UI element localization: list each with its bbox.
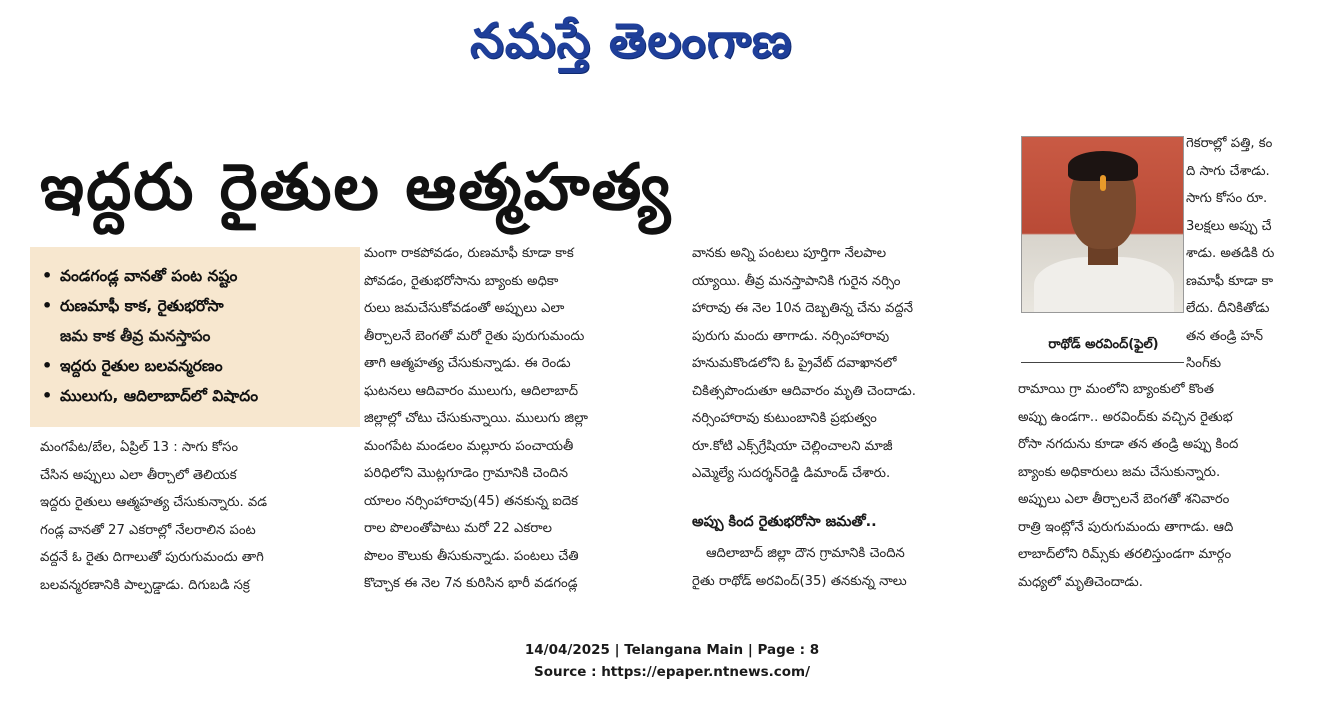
text-line: మధ్యలో మృతిచెందాడు. [1018, 574, 1143, 590]
highlight-text: రుణమాఫీ కాక, రైతుభరోసా [60, 297, 224, 315]
highlight-item [42, 351, 350, 381]
text-line: చికిత్సపొందుతూ ఆదివారం మృతి చెందాడు. [692, 383, 916, 399]
highlight-text: వండగండ్ల వానతో పంట నష్టం [60, 267, 238, 285]
text-line: రూ.కోటి ఎక్స్‌గ్రేషియా చెల్లించాలని మాజీ [692, 438, 893, 454]
text-line: గెకరాల్లో పత్తి, కం [1186, 136, 1273, 151]
text-line: ఆదిలాబాద్ జిల్లా దౌన గ్రామానికి చెందిన [706, 546, 905, 561]
highlight-text: ఇద్దరు రైతుల బలవన్మరణం [60, 357, 223, 375]
text-line: అప్పులు ఎలా తీర్చాలనే బెంగతో శనివారం [1018, 492, 1230, 507]
photo-caption: రాథోడ్ అరవింద్(ఫైల్) [1048, 337, 1159, 352]
highlight-item [42, 381, 350, 411]
highlight-text: ములుగు, ఆదిలాబాద్‌లో విషాదం [60, 387, 259, 405]
farmer-photo [1021, 136, 1184, 313]
highlight-text-continued: జమ కాక తీవ్ర మనస్తాపం [60, 327, 211, 345]
text-line: హారావు ఈ నెల 10న దెబ్బతిన్న చేను వద్దనే [692, 301, 914, 316]
text-line: మంగా రాకపోవడం, రుణమాఫీ కూడా కాక [364, 246, 574, 261]
headline: ఇద్దరు రైతుల ఆత్మహత్య [40, 151, 673, 225]
article-column-4-bottom [1018, 376, 1328, 596]
text-line: రామాయి గ్రా మంలోని బ్యాంకులో కొంత [1018, 382, 1214, 397]
masthead-logo: నమస్తే తెలంగాణ [470, 13, 793, 69]
text-line: య్యాయి. తీవ్ర మనస్తాపానికి గురైన నర్సిం [692, 273, 901, 289]
text-line: పరిధిలోని మొట్లగూడెం గ్రామానికి చెందిన [364, 466, 568, 481]
text-line: శాడు. అతడికి రు [1186, 246, 1275, 261]
text-line: జిల్లాల్లో చోటు చేసుకున్నాయి. ములుగు జిల్లా [364, 411, 588, 426]
text-line: ది సాగు చేశాడు. [1186, 163, 1270, 179]
text-line: రాల పొలంతోపాటు మరో 22 ఎకరాల [364, 521, 552, 536]
text-line: రులు జమచేసుకోవడంతో అప్పులు ఎలా [364, 301, 565, 316]
text-line: తీర్చాలనే బెంగతో మరో రైతు పురుగుమందు [364, 328, 585, 344]
text-line: లేదు. దీనికితోడు [1186, 301, 1270, 316]
text-line: హనుమకొండలోని ఓ ప్రైవేట్ దవాఖానలో [692, 356, 897, 371]
text-line: ఘటనలు ఆదివారం ములుగు, ఆదిలాబాద్ [364, 383, 578, 399]
text-line: లాబాద్‌లోని రిమ్స్‌కు తరలిస్తుండగా మార్గం [1018, 547, 1232, 562]
text-line: అప్పు ఉండగా.. అరవింద్‌కు వచ్చిన రైతుభ [1018, 409, 1233, 425]
text-line: బలవన్మరణానికి పాల్పడ్డాడు. దిగుబడి సక్ర [40, 577, 250, 593]
text-line: మంగపేట మండలం మల్లూరు పంచాయతీ [364, 438, 574, 454]
article-column-3 [692, 240, 994, 488]
text-line: సింగ్‌కు [1186, 356, 1222, 371]
text-line: నర్సింహారావు కుటుంబానికి ప్రభుత్వం [692, 411, 877, 426]
footer-edition-info: 14/04/2025 | Telangana Main | Page : 8 [524, 642, 820, 658]
text-line: గండ్ల వానతో 27 ఎకరాల్లో నేలరాలిన పంట [40, 522, 256, 538]
text-line: పొలం కౌలుకు తీసుకున్నాడు. పంటలు చేతి [364, 548, 579, 564]
text-line: పురుగు మందు తాగాడు. నర్సింహారావు [692, 328, 890, 344]
text-line: ఇద్దరు రైతులు ఆత్మహత్య చేసుకున్నారు. వడ [40, 495, 268, 510]
text-line: బ్యాంకు అధికారులు జమ చేసుకున్నారు. [1018, 464, 1221, 480]
article-subheading: అప్పు కింద రైతుభరోసా జమతో.. [692, 514, 877, 530]
article-column-1 [40, 434, 362, 599]
bullet-icon: • [42, 386, 53, 405]
highlights-box [30, 247, 360, 427]
text-line: చేసిన అప్పులు ఎలా తీర్చాలో తెలియక [40, 467, 237, 483]
text-line: రోసా నగదును కూడా తన తండ్రి అప్పు కింద [1018, 437, 1239, 452]
highlight-item [42, 261, 350, 291]
text-line: తాగి ఆత్మహత్య చేసుకున్నాడు. ఈ రెండు [364, 356, 571, 371]
text-line: ఎమ్మెల్యే సుదర్శన్‌రెడ్డి డిమాండ్ చేశారు. [692, 466, 891, 481]
article-column-2 [364, 240, 666, 598]
text-line: మంగపేట/బేల, ఏప్రిల్ 13 : సాగు కోసం [40, 440, 239, 455]
text-line: వద్దనే ఓ రైతు దిగాలుతో పురుగుమందు తాగి [40, 550, 264, 565]
text-line: వానకు అన్ని పంటలు పూర్తిగా నేలపాల [692, 246, 887, 261]
highlight-item [42, 291, 350, 321]
footer-source-link[interactable]: Source : https://epaper.ntnews.com/ [533, 664, 811, 680]
text-line: తన తండ్రి హన్ [1186, 328, 1264, 344]
photo-shirt [1034, 257, 1174, 313]
article-column-4-top [1186, 130, 1326, 378]
caption-divider [1021, 362, 1184, 363]
text-line: పోవడం, రైతుభరోసాను బ్యాంకు అధికా [364, 273, 559, 289]
text-line: ణమాఫీ కూడా కా [1186, 273, 1274, 289]
text-line: సాగు కోసం రూ. [1186, 191, 1268, 206]
text-line: కొచ్చాక ఈ నెల 7న కురిసిన భారీ వడగండ్ల [364, 576, 578, 591]
text-line: 3లక్షలు అప్పు చే [1186, 218, 1272, 234]
bullet-icon: • [42, 296, 53, 315]
bullet-icon: • [42, 266, 53, 285]
text-line: రైతు రాథోడ్ అరవింద్(35) తనకున్న నాలు [692, 573, 907, 589]
text-line: రాత్రి ఇంట్లోనే పురుగుమందు తాగాడు. ఆది [1018, 519, 1234, 535]
bullet-icon: • [42, 356, 53, 375]
text-line: యాలం నర్సింహారావు(45) తనకున్న ఐదెక [364, 493, 579, 509]
photo-tilak [1100, 175, 1106, 191]
article-column-3-continued [692, 540, 994, 595]
